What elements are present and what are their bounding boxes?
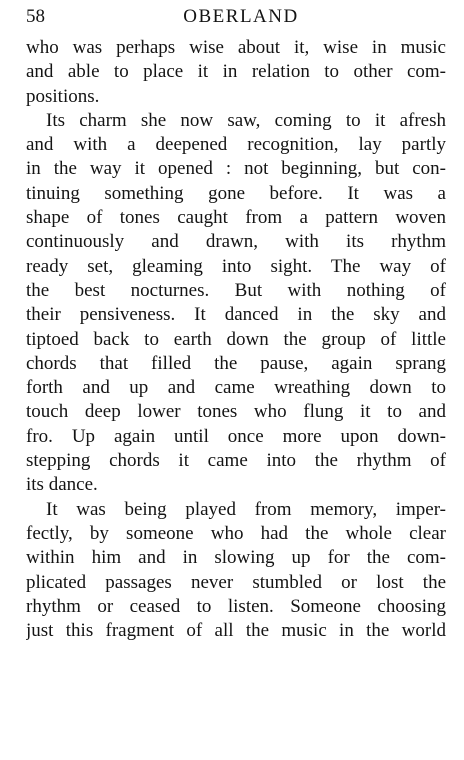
text-line: in the way it opened : not beginning, but con- [26,158,446,180]
running-title: OBERLAND [183,6,299,27]
text-line: within him and in slowing up for the com- [26,547,446,569]
paragraph-2 [26,109,446,498]
text-line: rhythm or ceased to listen. Someone choosing [26,595,446,617]
text-line: stepping chords it came into the rhythm of [26,450,446,472]
text-line: their pensiveness. It danced in the sky and [26,304,446,326]
text-line: and able to place it in relation to other com- [26,61,446,83]
text-line: plicated passages never stumbled or lost the [26,571,446,593]
text-line: positions. [26,85,100,107]
text-line: chords that filled the pause, again sprang [26,352,446,374]
text-line: fectly, by someone who had the whole clear [26,522,446,544]
text-line: the best nocturnes. But with nothing of [26,279,446,301]
text-line: ready set, gleaming into sight. The way of [26,255,446,277]
text-line: who was perhaps wise about it, wise in music [26,37,446,58]
text-line: It was being played from memory, imper- [46,498,446,520]
running-head [26,5,446,29]
text-line: and with a deepened recognition, lay partly [26,134,446,156]
paragraph-1 [26,36,446,109]
text-line: forth and up and came wreathing down to [26,377,446,399]
text-line: just this fragment of all the music in the world [26,620,446,642]
text-line: tinuing something gone before. It was a [26,182,446,204]
paragraph-3 [26,498,446,644]
page-number: 58 [26,6,45,27]
text-line: tiptoed back to earth down the group of little [26,328,446,350]
body-text [26,36,446,643]
text-line: shape of tones caught from a pattern woven [26,207,446,229]
text-line: its dance. [26,474,98,496]
text-line: fro. Up again until once more upon down- [26,425,446,447]
text-line: Its charm she now saw, coming to it afresh [46,109,446,131]
text-line: touch deep lower tones who flung it to and [26,401,446,423]
text-line: continuously and drawn, with its rhythm [26,231,446,253]
